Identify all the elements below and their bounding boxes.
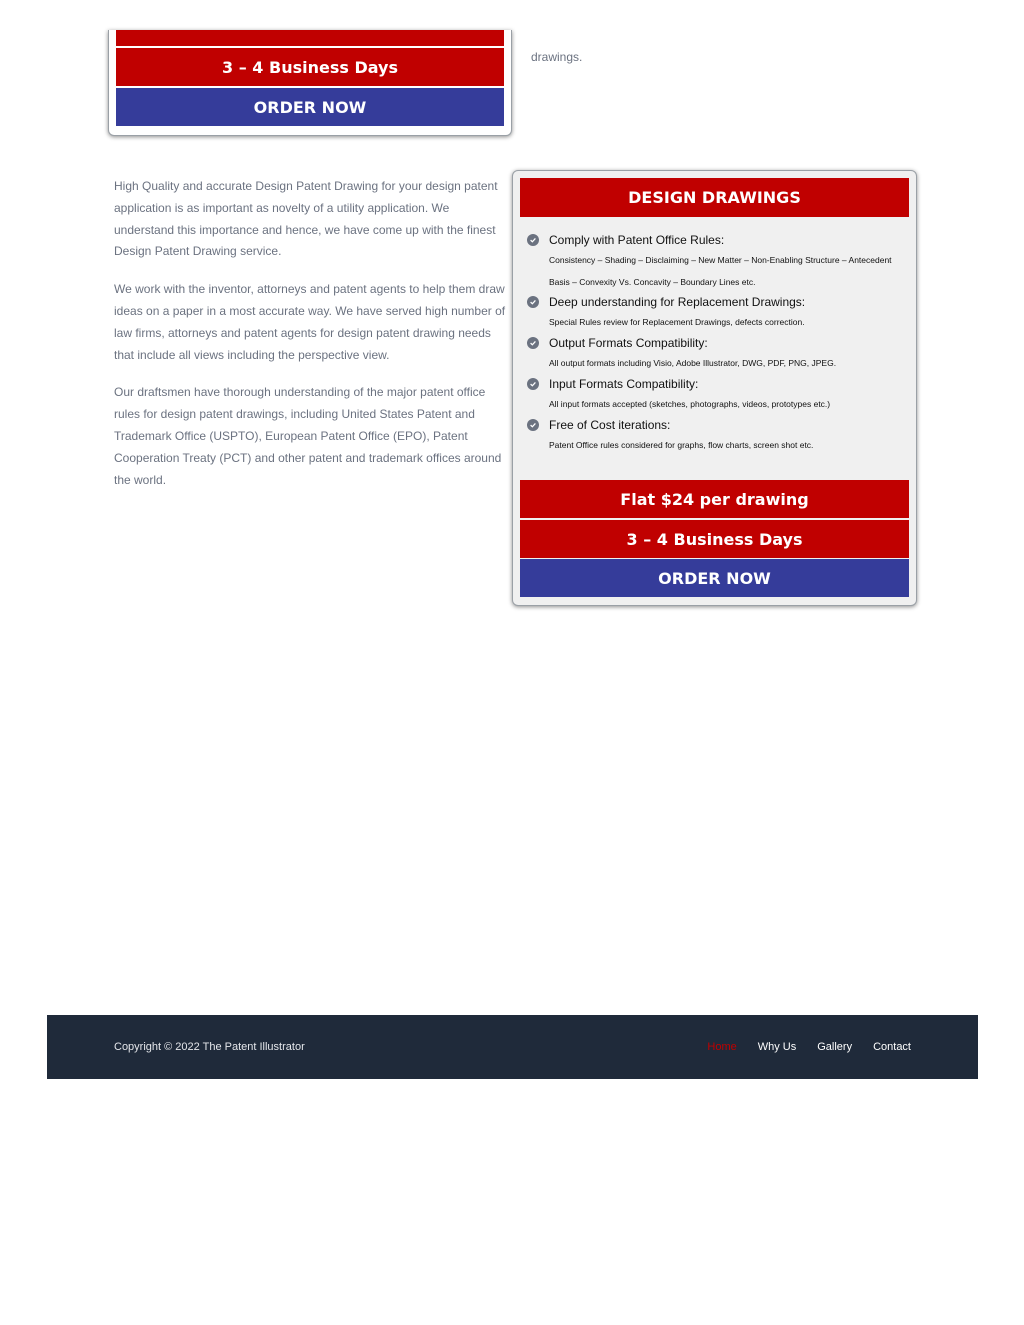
feature-detail: Special Rules review for Replacement Drawings, defects correction. (549, 317, 805, 328)
check-circle-icon (527, 419, 539, 431)
feature-item (527, 293, 906, 334)
footer-link-why-us[interactable]: Why Us (757, 1041, 797, 1053)
footer-link-gallery[interactable]: Gallery (817, 1041, 853, 1053)
footer-link-home[interactable]: Home (707, 1041, 737, 1053)
price-bar: Flat $24 per drawing (520, 480, 909, 518)
card-title: DESIGN DRAWINGS (520, 178, 909, 217)
order-now-button[interactable]: ORDER NOW (520, 559, 909, 597)
delivery-time-bar: 3 – 4 Business Days (520, 520, 909, 558)
feature-title: Deep understanding for Replacement Drawings: (549, 295, 806, 310)
site-footer (47, 1015, 978, 1079)
order-now-button[interactable]: ORDER NOW (116, 88, 504, 126)
feature-list (527, 231, 906, 456)
feature-detail: Patent Office rules considered for graphs, flow charts, screen shot etc. (549, 439, 814, 450)
intro-paragraph: Our draftsmen have thorough understanding of the major patent office rules for design patent drawings, including United States Patent and Trademark Office (USPTO), European Patent Office (EPO), Patent Cooperation Treaty (PCT) and other patent and trademark offices around the world. (114, 385, 502, 487)
footer-nav (707, 1041, 911, 1053)
feature-item (527, 416, 906, 457)
feature-item (527, 231, 906, 293)
feature-title: Comply with Patent Office Rules: (549, 233, 725, 247)
feature-title: Input Formats Compatibility: (549, 376, 699, 391)
check-circle-icon (527, 234, 539, 246)
price-bar-partial (116, 30, 504, 46)
feature-title: Output Formats Compatibility: (549, 336, 708, 351)
check-circle-icon (527, 296, 539, 308)
design-intro-text (114, 176, 506, 507)
footer-link-contact[interactable]: Contact (873, 1041, 911, 1053)
intro-paragraph: High Quality and accurate Design Patent Drawing for your design patent application is as important as novelty of a utility application. We understand this importance and hence, we have come up with the finest Design Patent Drawing service. (114, 179, 498, 259)
design-drawings-card (512, 170, 917, 606)
check-circle-icon (527, 337, 539, 349)
feature-item (527, 375, 906, 416)
standard-pricing-card (108, 30, 512, 136)
side-text-fragment: drawings. (531, 50, 583, 64)
copyright-text: Copyright © 2022 The Patent Illustrator (114, 1041, 305, 1053)
feature-detail: All input formats accepted (sketches, photographs, videos, prototypes etc.) (549, 398, 831, 409)
feature-item (527, 334, 906, 375)
delivery-time-bar: 3 – 4 Business Days (116, 48, 504, 86)
check-circle-icon (527, 378, 539, 390)
feature-detail: Consistency – Shading – Disclaiming – New Matter – Non-Enabling Structure – Antecedent Basis – Convexity Vs. Concavity – Boundary Lines etc. (549, 255, 892, 287)
feature-detail: All output formats including Visio, Adobe Illustrator, DWG, PDF, PNG, JPEG. (549, 358, 837, 369)
intro-paragraph: We work with the inventor, attorneys and patent agents to help them draw ideas on a paper in a most accurate way. We have served high number of law firms, attorneys and patent agents for design patent drawing needs that include all views including the perspective view. (114, 282, 506, 362)
feature-title: Free of Cost iterations: (549, 417, 671, 432)
